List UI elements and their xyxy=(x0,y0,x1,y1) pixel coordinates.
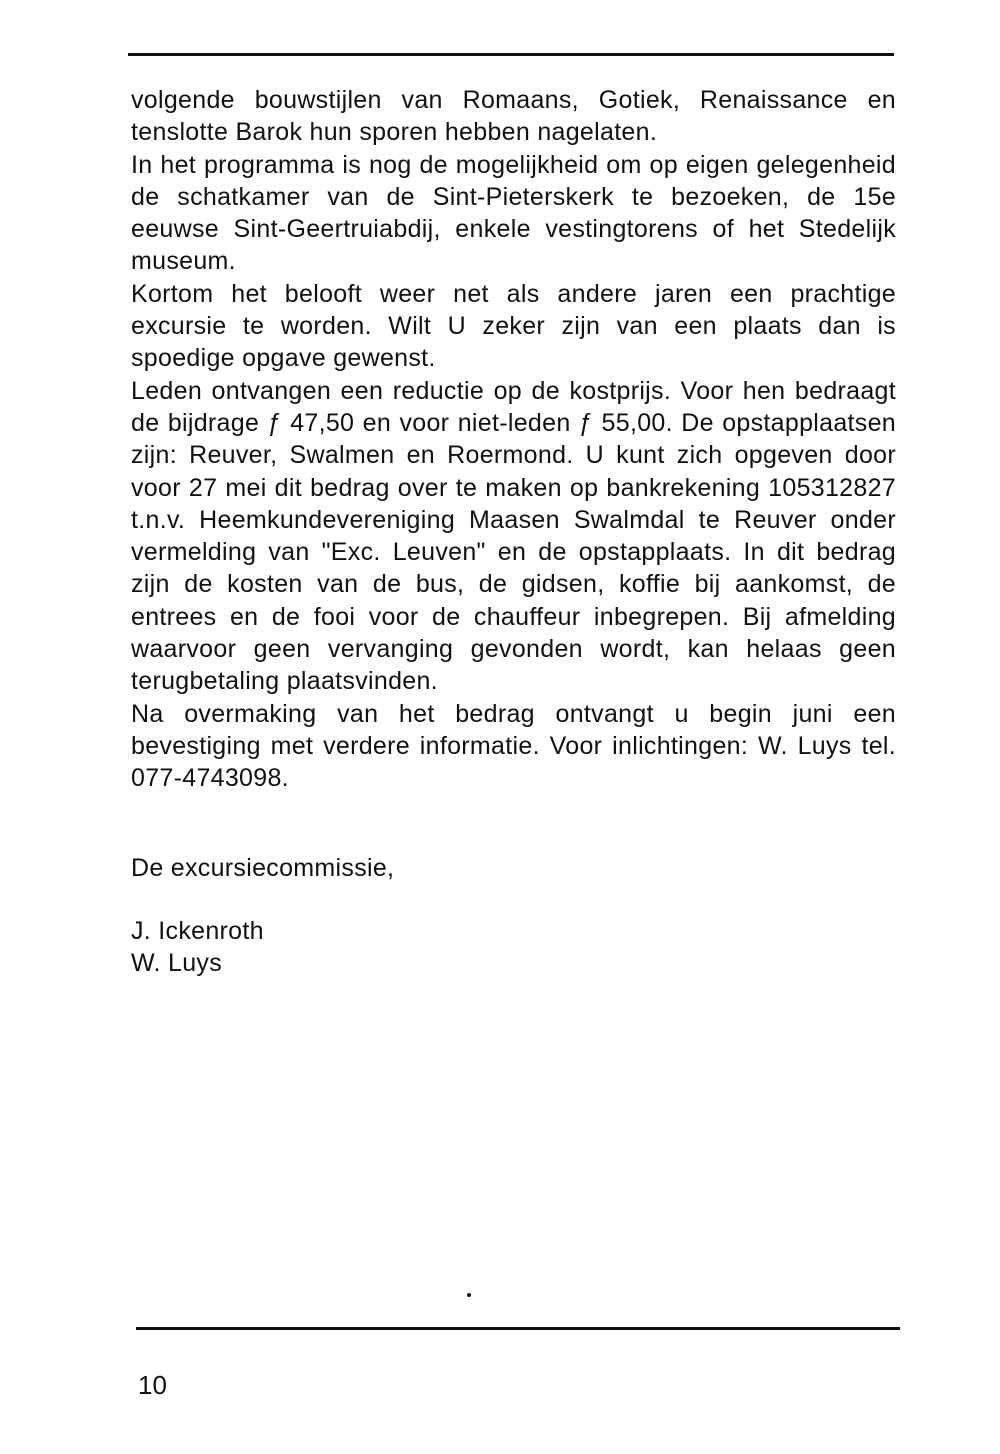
bottom-divider xyxy=(136,1327,900,1330)
closing-line: De excursiecommissie, xyxy=(131,854,395,882)
paragraph: Na overmaking van het bedrag ontvangt u begin juni een bevestiging met verdere informatie. Voor inlichtingen: W. Luys tel. 077-4743098. xyxy=(131,699,896,793)
paragraph: Leden ontvangen een reductie op de kostprijs. Voor hen bedraagt de bijdrage ƒ 47,50 en voor niet-leden ƒ 55,00. De opstapplaatsen zijn: Reuver, Swalmen en Roermond. U kunt zich opgeven door voor 27 mei dit bedrag over te maken op bankrekening 105312827 t.n.v. Heemkundevereniging Maasen Swalmdal te Reuver onder vermelding van "Exc. Leuven" en de opstapplaats. In dit bedrag zijn de kosten van de bus, de gidsen, koffie bij aankomst, de entrees en de fooi voor de chauffeur inbegrepen. Bij afmelding waarvoor geen vervanging gevonden wordt, kan helaas geen terugbetaling plaatsvinden. xyxy=(131,376,896,696)
signatory-name: J. Ickenroth xyxy=(131,917,264,945)
top-divider xyxy=(128,53,894,56)
paragraph: Kortom het belooft weer net als andere jaren een prachtige excursie te worden. Wilt U zeker zijn van een plaats dan is spoedige opgave gewenst. xyxy=(131,279,896,373)
stray-dot xyxy=(467,1293,471,1297)
body-text xyxy=(131,84,896,795)
signatories xyxy=(131,915,264,980)
signatory-name: W. Luys xyxy=(131,949,223,978)
paragraph: In het programma is nog de mogelijkheid om op eigen gelegenheid de schatkamer van de Sint-Pieterskerk te bezoeken, de 15e eeuwse Sint-Geertruiabdij, enkele vestingtorens of het Stedelijk museum. xyxy=(131,150,896,276)
page-number: 10 xyxy=(138,1370,167,1400)
paragraph: volgende bouwstijlen van Romaans, Gotiek, Renaissance en tenslotte Barok hun sporen hebben nagelaten. xyxy=(131,86,896,147)
